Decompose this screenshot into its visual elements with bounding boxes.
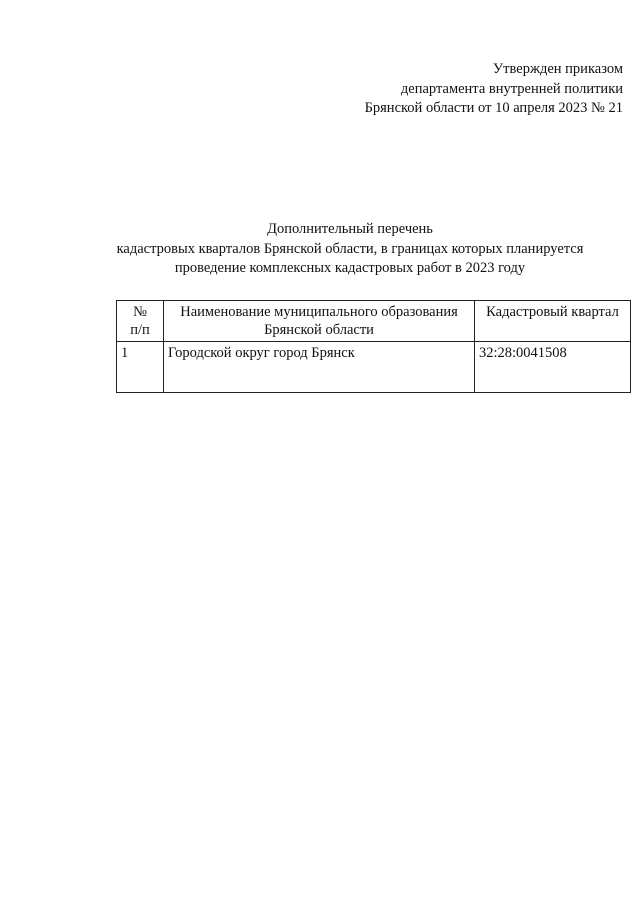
header-number-line-2: п/п (130, 322, 150, 338)
approval-line-1: Утвержден приказом (492, 61, 623, 77)
header-municipality-line-1: Наименование муниципального образования (180, 304, 458, 320)
title-line-3: проведение комплексных кадастровых работ в 2023 году (174, 260, 526, 276)
approval-stamp (365, 60, 623, 119)
header-cadastral-quarter: Кадастровый квартал (475, 301, 631, 342)
document-title (0, 220, 639, 279)
row-number: 1 (117, 342, 164, 393)
row-municipality: Городской округ город Брянск (164, 342, 475, 393)
header-municipality-line-2: Брянской области (264, 322, 374, 338)
approval-line-2: департамента внутренней политики (400, 80, 623, 97)
table-row (117, 342, 631, 393)
title-line-2: кадастровых кварталов Брянской области, в границах которых планируется (116, 240, 584, 257)
approval-line-3: Брянской области от 10 апреля 2023 № 21 (364, 100, 623, 116)
row-cadastral-quarter: 32:28:0041508 (475, 342, 631, 393)
header-number (117, 301, 164, 342)
header-number-line-1: № (133, 304, 147, 320)
table-header-row (117, 301, 631, 342)
cadastral-quarters-table (116, 300, 631, 393)
title-line-1: Дополнительный перечень (267, 221, 433, 237)
header-municipality (164, 301, 475, 342)
